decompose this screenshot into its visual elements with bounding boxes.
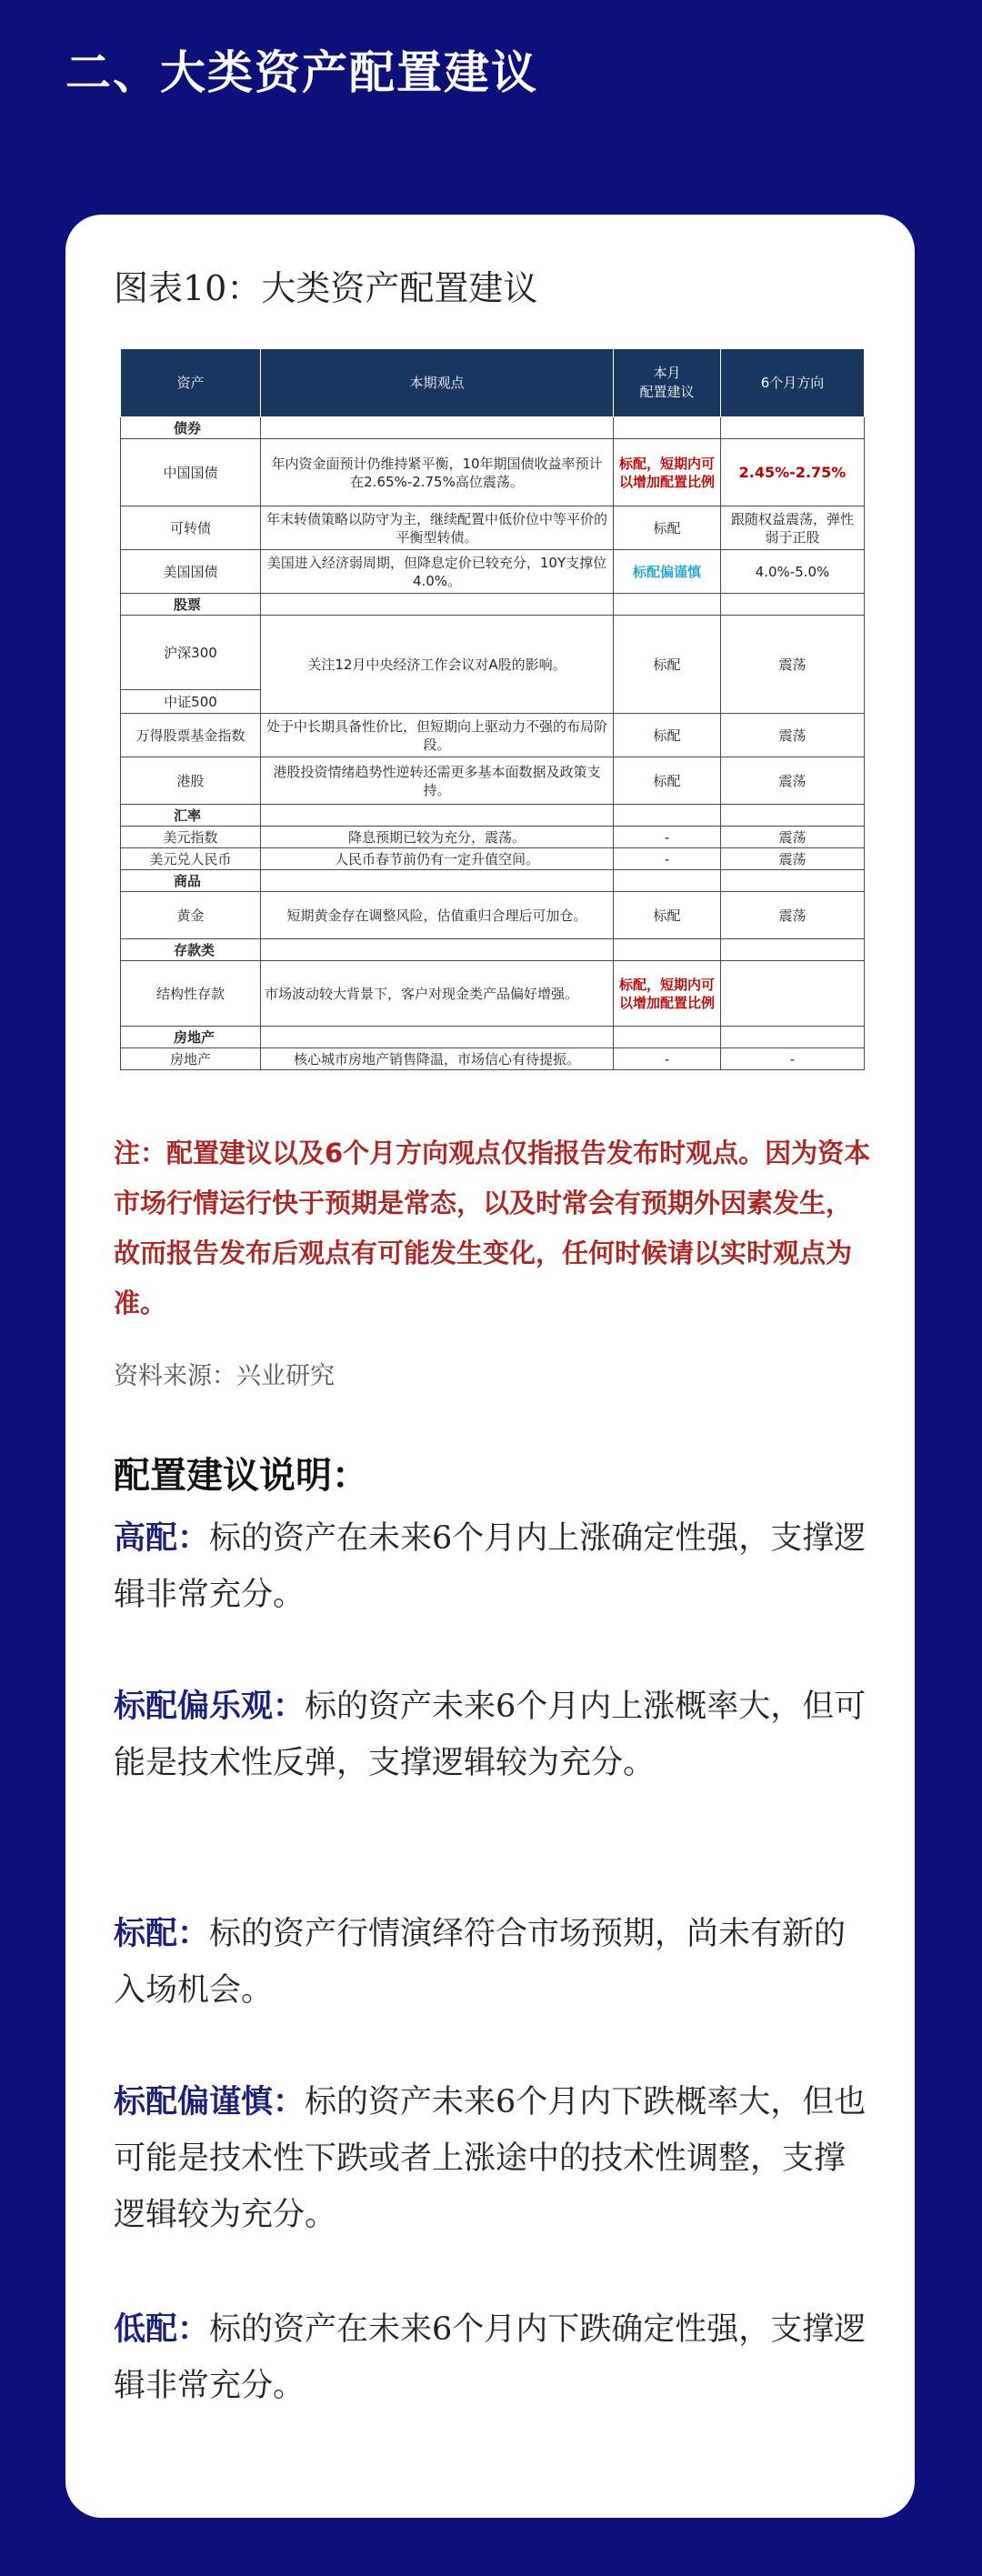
cell-asset: 黄金	[121, 892, 261, 939]
cell-config: -	[614, 827, 721, 848]
cell-config: 标配	[614, 616, 721, 714]
definition-neutral-optimistic	[114, 1679, 872, 1791]
definition-term: 标配偏谨慎：	[114, 2084, 306, 2120]
cell-view: 年内资金面预计仍维持紧平衡，10年期国债收益率预计在2.65%-2.75%高位震荡。	[261, 439, 614, 506]
cell-asset: 可转债	[121, 506, 261, 550]
definition-text: 标的资产在未来6个月内上涨确定性强，支撑逻辑非常充分。	[114, 1520, 867, 1613]
table-row	[121, 757, 865, 805]
cell-config: -	[614, 1048, 721, 1070]
cell-direction: 震荡	[721, 827, 865, 848]
cell-view: 核心城市房地产销售降温，市场信心有待提振。	[261, 1048, 614, 1070]
category-row	[121, 939, 865, 961]
table-row	[121, 827, 865, 848]
cell-view: 处于中长期具备性价比，但短期向上驱动力不强的布局阶段。	[261, 714, 614, 757]
disclaimer-note: 注：配置建议以及6个月方向观点仅指报告发布时观点。因为资本市场行情运行快于预期是常态，以及时常会有预期外因素发生，故而报告发布后观点有可能发生变化，任何时候请以实时观点为准。	[114, 1138, 871, 1318]
header-view: 本期观点	[261, 349, 614, 417]
cell-view: 降息预期已较为充分，震荡。	[261, 827, 614, 848]
cell-config: 标配，短期内可以增加配置比例	[614, 961, 721, 1027]
cell-direction: 震荡	[721, 892, 865, 939]
cell-asset: 沪深300	[121, 616, 261, 690]
category-fx: 汇率	[121, 805, 261, 827]
cell-view: 短期黄金存在调整风险，估值重归合理后可加仓。	[261, 892, 614, 939]
cell-asset: 美国国债	[121, 550, 261, 594]
definition-term: 低配：	[114, 2311, 210, 2348]
table-row	[121, 550, 865, 594]
cell-asset: 美元指数	[121, 827, 261, 848]
cell-asset: 万得股票基金指数	[121, 714, 261, 757]
definition-underweight	[114, 2301, 872, 2414]
allocation-table	[120, 348, 865, 1070]
cell-view: 美国进入经济弱周期，但降息定价已较充分，10Y支撑位4.0%。	[261, 550, 614, 594]
cell-direction: 震荡	[721, 757, 865, 805]
table-row	[121, 961, 865, 1027]
cell-asset: 房地产	[121, 1048, 261, 1070]
definition-text: 标的资产未来6个月内下跌概率大，但也可能是技术性下跌或者上涨途中的技术性调整，支撑逻辑较为充分。	[114, 2084, 867, 2233]
header-direction: 6个月方向	[721, 349, 865, 417]
cell-asset: 结构性存款	[121, 961, 261, 1027]
definition-text: 标的资产未来6个月内上涨概率大，但可能是技术性反弹，支撑逻辑较为充分。	[114, 1689, 867, 1781]
cell-direction: 跟随权益震荡，弹性弱于正股	[721, 506, 865, 550]
category-row	[121, 870, 865, 892]
definition-term: 标配偏乐观：	[114, 1689, 306, 1725]
cell-config: 标配，短期内可以增加配置比例	[614, 439, 721, 506]
allocation-table-wrapper	[120, 348, 864, 1070]
cell-config: 标配	[614, 757, 721, 805]
cell-config: -	[614, 848, 721, 870]
explanation-title: 配置建议说明：	[114, 1455, 368, 1497]
cell-view: 关注12月中央经济工作会议对A股的影响。	[261, 616, 614, 714]
definition-text: 标的资产行情演绎符合市场预期，尚未有新的入场机会。	[114, 1916, 847, 2009]
category-bond: 债券	[121, 417, 261, 439]
cell-direction: 震荡	[721, 714, 865, 757]
definition-overweight	[114, 1510, 872, 1623]
definition-text: 标的资产在未来6个月内下跌确定性强，支撑逻辑非常充分。	[114, 2311, 867, 2404]
table-row	[121, 714, 865, 757]
figure-title: 图表10：大类资产配置建议	[114, 268, 538, 308]
cell-direction: -	[721, 1048, 865, 1070]
cell-config: 标配	[614, 506, 721, 550]
table-row	[121, 848, 865, 870]
cell-asset: 美元兑人民币	[121, 848, 261, 870]
cell-view: 市场波动较大背景下，客户对现金类产品偏好增强。	[261, 961, 614, 1027]
table-row	[121, 892, 865, 939]
header-config	[614, 349, 721, 417]
category-row	[121, 594, 865, 616]
cell-view: 港股投资情绪趋势性逆转还需更多基本面数据及政策支持。	[261, 757, 614, 805]
cell-asset: 中证500	[121, 690, 261, 714]
category-deposit: 存款类	[121, 939, 261, 961]
definition-term: 标配：	[114, 1916, 210, 1952]
header-asset: 资产	[121, 349, 261, 417]
source-text: 资料来源：兴业研究	[114, 1362, 335, 1390]
content-card	[65, 215, 915, 2518]
category-row	[121, 417, 865, 439]
table-header-row	[121, 349, 865, 417]
cell-direction: 震荡	[721, 848, 865, 870]
cell-config: 标配	[614, 892, 721, 939]
cell-asset: 中国国债	[121, 439, 261, 506]
table-row	[121, 439, 865, 506]
category-commodity: 商品	[121, 870, 261, 892]
cell-direction: 4.0%-5.0%	[721, 550, 865, 594]
category-realestate: 房地产	[121, 1027, 261, 1048]
cell-config: 标配	[614, 714, 721, 757]
header-config-line2: 配置建议	[639, 384, 695, 400]
cell-view: 年末转债策略以防守为主，继续配置中低价位中等平价的平衡型转债。	[261, 506, 614, 550]
category-stock: 股票	[121, 594, 261, 616]
cell-direction: 震荡	[721, 616, 865, 714]
definition-neutral	[114, 1906, 872, 2019]
table-row	[121, 616, 865, 690]
table-row	[121, 1048, 865, 1070]
cell-direction: 2.45%-2.75%	[721, 439, 865, 506]
cell-view: 人民币春节前仍有一定升值空间。	[261, 848, 614, 870]
header-config-line1: 本月	[653, 365, 681, 381]
table-row	[121, 506, 865, 550]
definition-term: 高配：	[114, 1520, 210, 1557]
cell-direction	[721, 961, 865, 1027]
cell-config: 标配偏谨慎	[614, 550, 721, 594]
cell-asset: 港股	[121, 757, 261, 805]
category-row	[121, 805, 865, 827]
category-row	[121, 1027, 865, 1048]
page-title: 二、大类资产配置建议	[65, 46, 538, 99]
definition-neutral-cautious	[114, 2074, 872, 2243]
